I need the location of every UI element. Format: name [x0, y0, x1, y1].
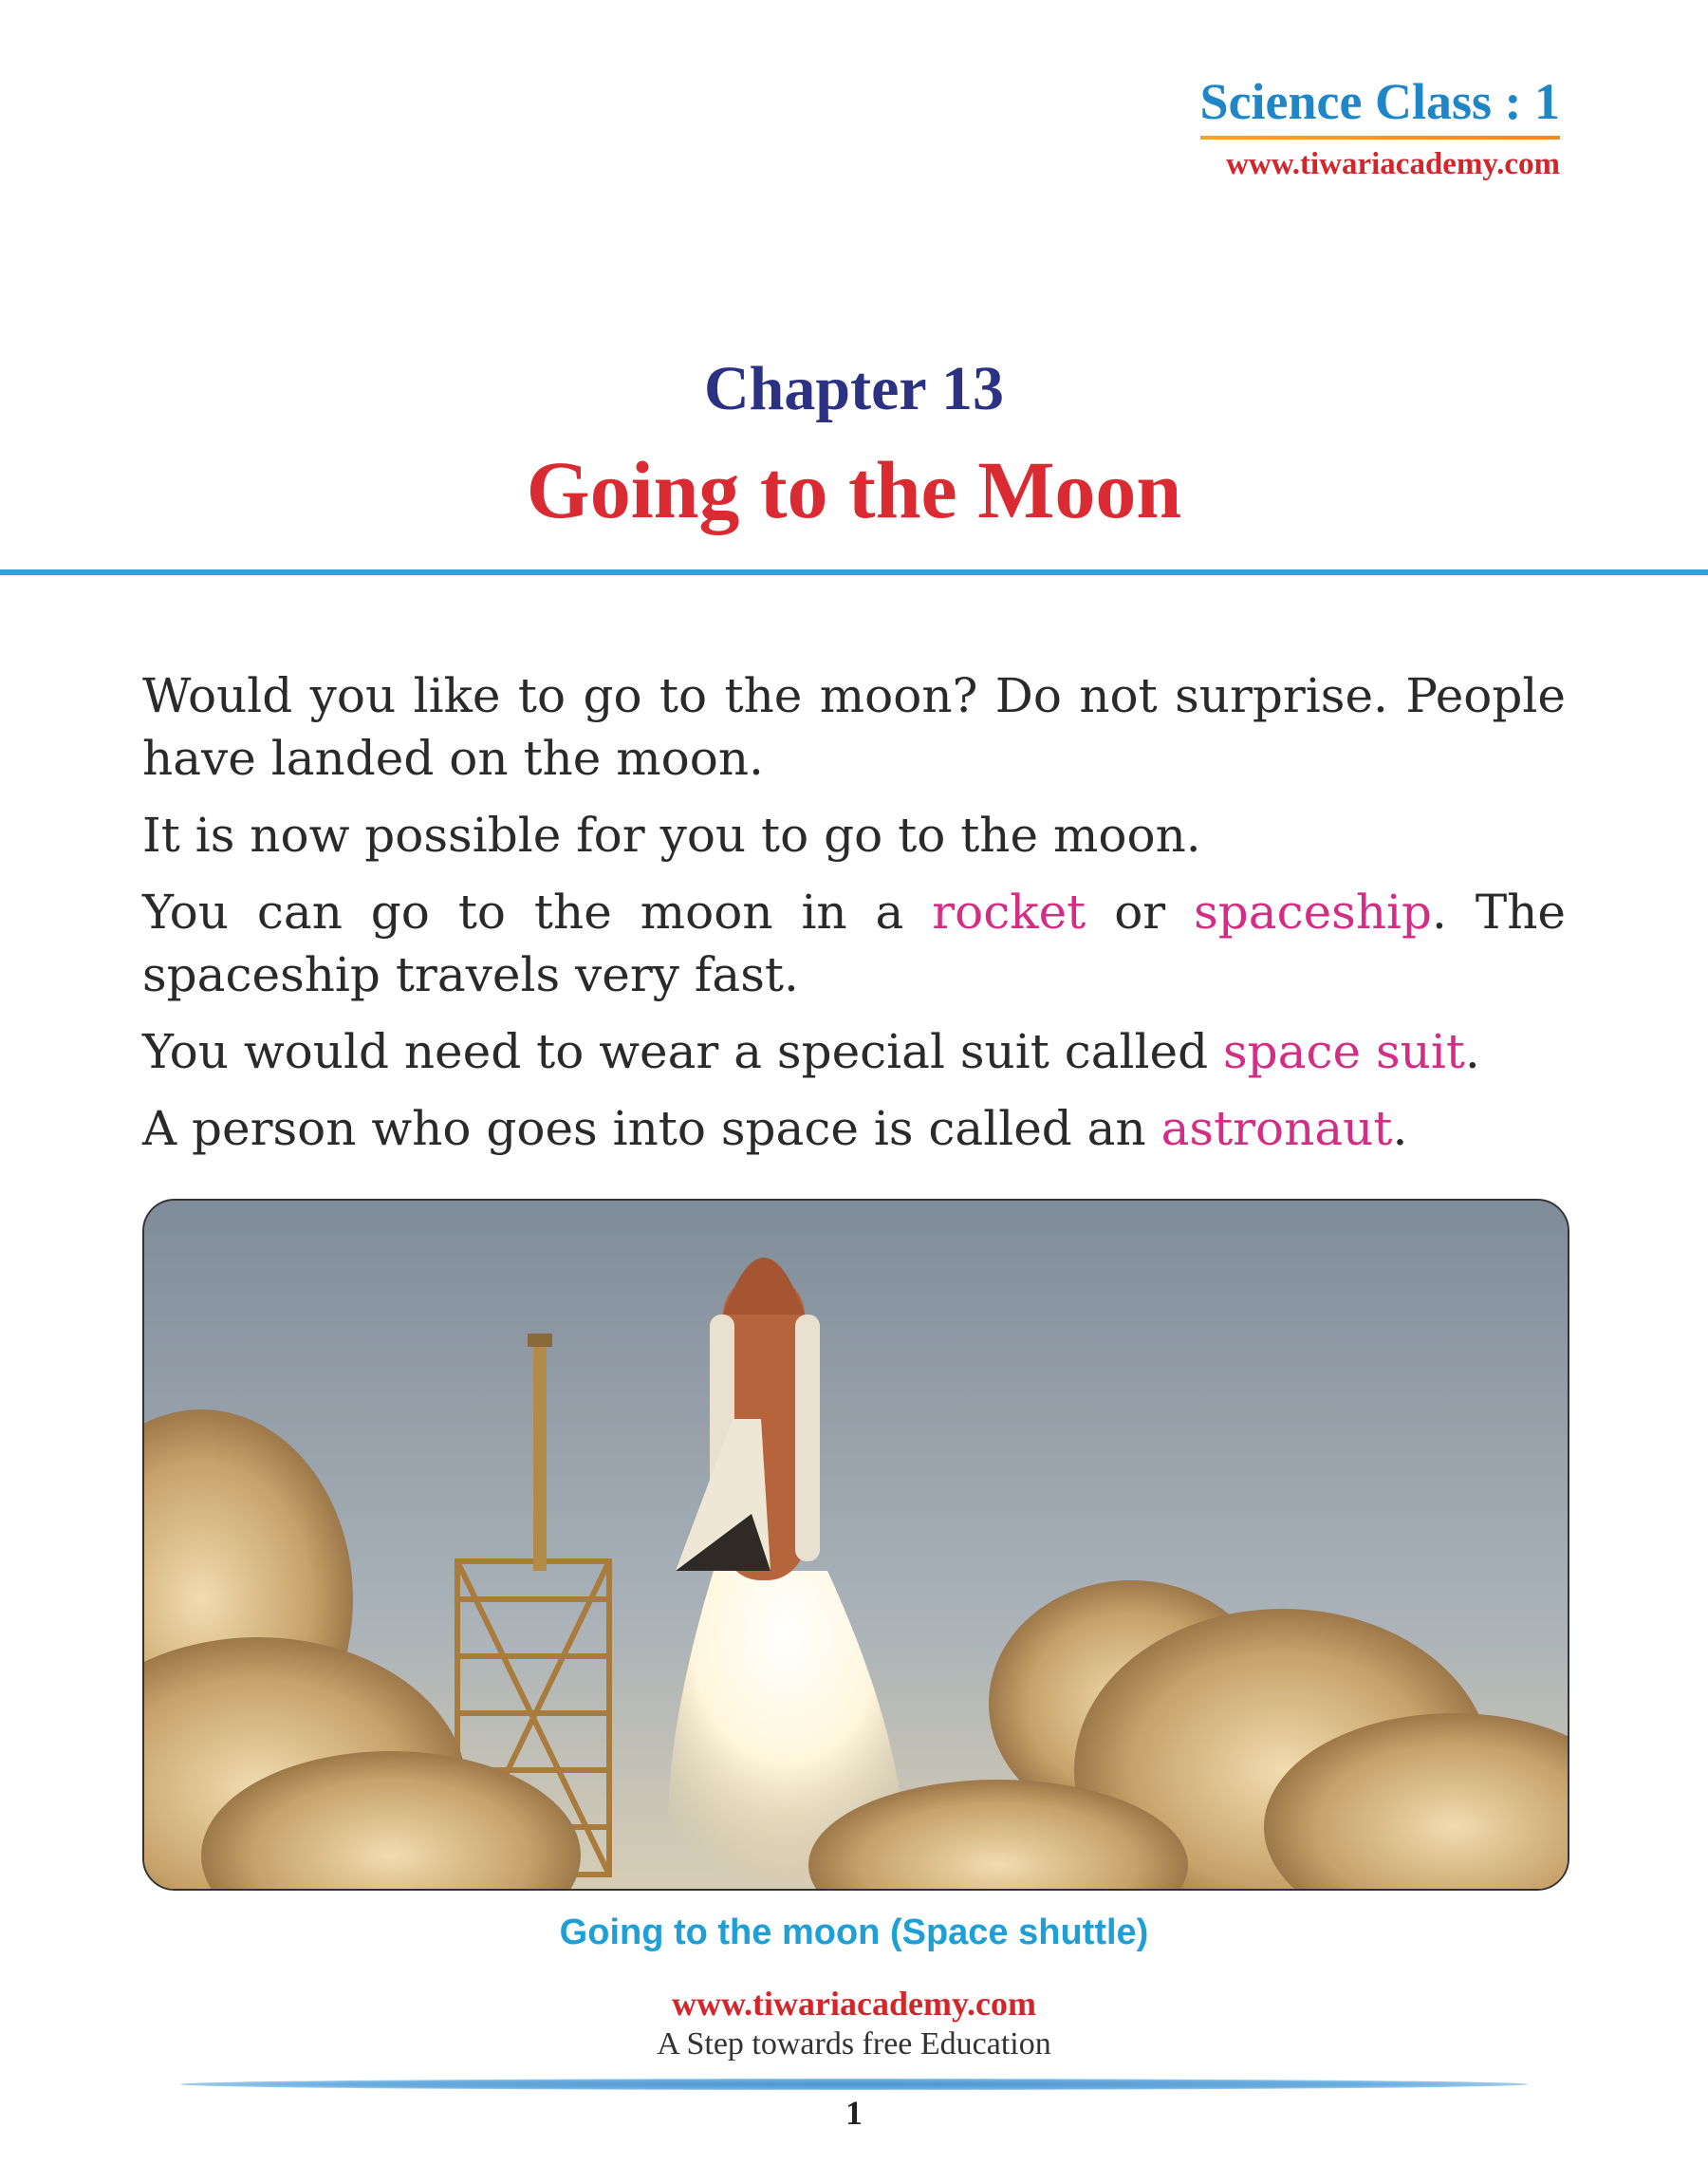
page-number: 1: [845, 2094, 863, 2132]
paragraph-text: or: [1086, 885, 1195, 940]
keyword-highlight: astronaut: [1160, 1101, 1393, 1156]
paragraph-text: .: [1392, 1101, 1408, 1156]
header-underline: [1200, 136, 1560, 140]
footer-tagline: A Step towards free Education: [657, 2026, 1051, 2062]
lesson-body: [142, 664, 1566, 1174]
paragraph-text: You would need to wear a special suit called: [142, 1024, 1223, 1079]
space-shuttle-photo: [142, 1199, 1569, 1891]
chapter-title: Going to the Moon: [526, 444, 1182, 535]
paragraph-text: . The spaceship travels very fast.: [142, 885, 1566, 1002]
paragraph-text: .: [1464, 1024, 1480, 1079]
page-header: [1200, 74, 1560, 182]
title-divider: [0, 569, 1708, 575]
keyword-highlight: space suit: [1223, 1024, 1465, 1079]
paragraph-text: A person who goes into space is called an: [142, 1101, 1161, 1156]
lesson-paragraph: [142, 881, 1566, 1006]
lesson-paragraph: [142, 804, 1566, 867]
keyword-highlight: spaceship: [1194, 885, 1433, 940]
class-title: Science Class : 1: [1199, 73, 1560, 130]
paragraph-text: It is now possible for you to go to the moon.: [142, 808, 1201, 863]
header-url[interactable]: www.tiwariacademy.com: [1226, 147, 1560, 182]
paragraph-text: Would you like to go to the moon? Do not surprise. People have landed on the moon.: [142, 668, 1566, 786]
lesson-paragraph: [142, 1020, 1566, 1083]
lesson-paragraph: [142, 1097, 1566, 1160]
footer-divider: [180, 2079, 1528, 2090]
chapter-number: Chapter 13: [704, 354, 1004, 423]
image-caption: Going to the moon (Space shuttle): [559, 1912, 1149, 1952]
footer-url[interactable]: www.tiwariacademy.com: [672, 1985, 1036, 2023]
paragraph-text: You can go to the moon in a: [142, 885, 933, 940]
lesson-paragraph: [142, 664, 1566, 790]
keyword-highlight: rocket: [932, 885, 1086, 940]
